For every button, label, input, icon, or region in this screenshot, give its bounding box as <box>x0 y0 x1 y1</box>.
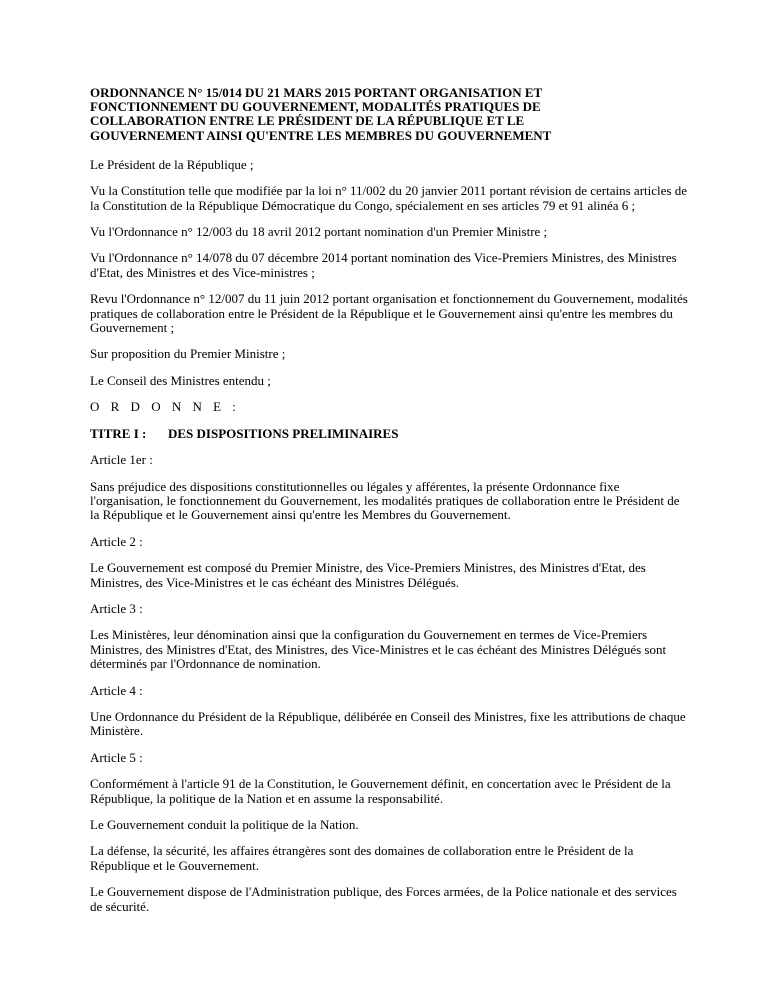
article-1-paragraph: Sans préjudice des dispositions constitutionnelles ou légales y afférentes, la présente Ordonnance fixe l'organisation, le fonctionnement du Gouvernement, les modalités pratiques de collaboration entre le Président de la République et le Gouvernement ainsi qu'entre les Membres du Gouvernement. <box>90 478 680 523</box>
preamble-vu-ordonnance-nomination: Vu l'Ordonnance n° 14/078 du 07 décembre 2014 portant nomination des Vice-Premiers Ministres, des Ministres d'Etat, des Ministres et des Vice-ministres ; <box>90 250 677 280</box>
title-line: COLLABORATION ENTRE LE PRÉSIDENT DE LA RÉPUBLIQUE ET LE <box>90 113 525 129</box>
ordonne-heading: O R D O N N E : <box>90 399 240 415</box>
article-3-label: Article 3 : <box>90 600 143 616</box>
title-line: FONCTIONNEMENT DU GOUVERNEMENT, MODALITÉS PRATIQUES DE <box>90 99 541 115</box>
article-2-paragraph: Le Gouvernement est composé du Premier Ministre, des Vice-Premiers Ministres, des Ministres d'Etat, des Ministres, des Vice-Ministres et le cas échéant des Ministres Délégués. <box>90 560 646 590</box>
preamble-vu-constitution: Vu la Constitution telle que modifiée par la loi n° 11/002 du 20 janvier 2011 portant révision de certains articles de la Constitution de la République Démocratique du Congo, spécialement en ses articles 79 et 91 alinéa 6 ; <box>90 183 687 213</box>
titre-label: TITRE I : <box>90 425 147 441</box>
article-5-paragraph: Le Gouvernement dispose de l'Administration publique, des Forces armées, de la Police nationale et des services de sécurité. <box>90 884 677 914</box>
document-title <box>90 86 690 143</box>
title-line: GOUVERNEMENT AINSI QU'ENTRE LES MEMBRES DU GOUVERNEMENT <box>90 127 552 143</box>
article-5-paragraph: Le Gouvernement conduit la politique de la Nation. <box>90 817 359 832</box>
title-line: ORDONNANCE N° 15/014 DU 21 MARS 2015 PORTANT ORGANISATION ET <box>90 85 543 100</box>
article-5-label: Article 5 : <box>90 749 143 765</box>
titre-heading <box>90 427 690 441</box>
preamble-vu-ordonnance-premier-ministre: Vu l'Ordonnance n° 12/003 du 18 avril 2012 portant nomination d'un Premier Ministre ; <box>90 224 548 240</box>
preamble-revu-ordonnance: Revu l'Ordonnance n° 12/007 du 11 juin 2012 portant organisation et fonctionnement du Gouvernement, modalités pratiques de collaboration entre le Président de la République et le Gouvernement ainsi qu'entre les membres du Gouvernement ; <box>90 291 688 336</box>
preamble-president: Le Président de la République ; <box>90 156 254 172</box>
article-1-label: Article 1er : <box>90 452 153 468</box>
article-5-paragraph: La défense, la sécurité, les affaires étrangères sont des domaines de collaboration entre le Président de la République et le Gouvernement. <box>90 843 634 873</box>
article-4-label: Article 4 : <box>90 682 143 698</box>
article-4-paragraph: Une Ordonnance du Président de la République, délibérée en Conseil des Ministres, fixe les attributions de chaque Ministère. <box>90 708 686 739</box>
preamble-conseil: Le Conseil des Ministres entendu ; <box>90 372 271 388</box>
titre-text: DES DISPOSITIONS PRELIMINAIRES <box>168 425 399 441</box>
article-2-label: Article 2 : <box>90 533 143 549</box>
article-5-paragraph: Conformément à l'article 91 de la Constitution, le Gouvernement définit, en concertation avec le Président de la République, la politique de la Nation et en assume la responsabilité. <box>90 776 671 806</box>
preamble-proposition: Sur proposition du Premier Ministre ; <box>90 346 286 362</box>
article-3-paragraph: Les Ministères, leur dénomination ainsi que la configuration du Gouvernement en termes de Vice-Premiers Ministres, des Ministres d'Etat, des Ministres, des Vice-Ministres et le cas échéant des Ministres Délégués sont déterminés par l'Ordonnance de nomination. <box>90 627 667 672</box>
document-page <box>90 86 690 926</box>
